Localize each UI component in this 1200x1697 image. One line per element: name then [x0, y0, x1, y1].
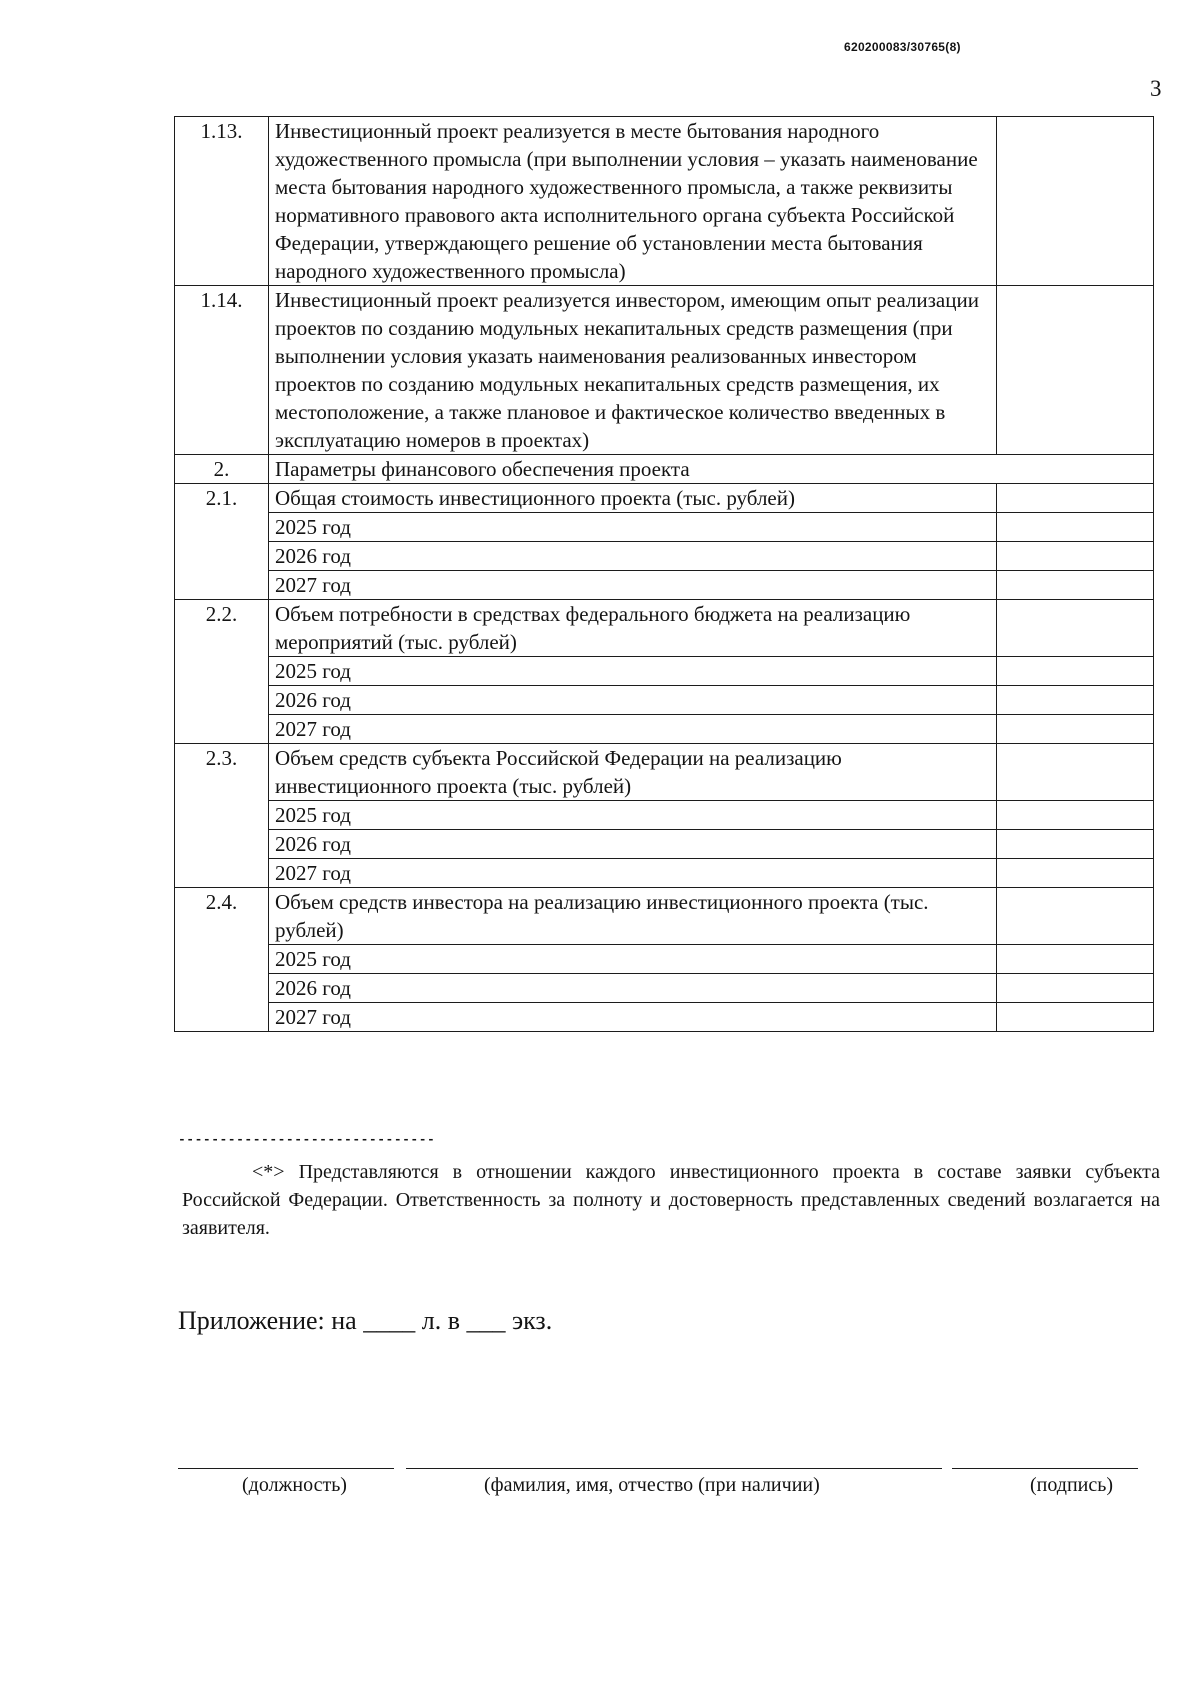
page-number: 3 [1150, 76, 1162, 101]
value-cell[interactable] [997, 657, 1154, 686]
row-description: Объем потребности в средствах федерального бюджета на реализацию мероприятий (тыс. рублей) [269, 600, 997, 657]
project-parameters-table [174, 116, 1154, 1032]
appendix-line: Приложение: на ____ л. в ___ экз. [178, 1306, 553, 1335]
value-cell[interactable] [997, 1003, 1154, 1032]
footnote-text: <*> Представляются в отношении каждого инвестиционного проекта в составе заявки субъекта Российской Федерации. Ответственность за полноту и достоверность представленных сведений возлагается на заявителя. [182, 1161, 1160, 1239]
row-number: 2.4. [175, 888, 269, 945]
footnote-separator: ------------------------------- [178, 1132, 436, 1147]
year-row [175, 571, 1154, 600]
signature-line[interactable] [952, 1468, 1138, 1469]
value-cell[interactable] [997, 801, 1154, 830]
year-label: 2025 год [269, 657, 997, 686]
year-row [175, 657, 1154, 686]
row-number: 1.13. [175, 117, 269, 286]
value-cell[interactable] [997, 945, 1154, 974]
year-label: 2025 год [269, 945, 997, 974]
year-row [175, 686, 1154, 715]
table-row [175, 484, 1154, 513]
year-label: 2026 год [269, 686, 997, 715]
year-row [175, 1003, 1154, 1032]
table-row [175, 744, 1154, 801]
value-cell[interactable] [997, 974, 1154, 1003]
table-row [175, 600, 1154, 657]
row-number: 2. [175, 455, 269, 484]
full-name-label: (фамилия, имя, отчество (при наличии) [484, 1474, 820, 1496]
table-row [175, 117, 1154, 286]
value-cell[interactable] [997, 715, 1154, 744]
row-number: 2.2. [175, 600, 269, 657]
year-row [175, 859, 1154, 888]
value-cell[interactable] [997, 686, 1154, 715]
year-row [175, 974, 1154, 1003]
year-label: 2027 год [269, 1003, 997, 1032]
table-row [175, 455, 1154, 484]
year-row [175, 715, 1154, 744]
value-cell[interactable] [997, 571, 1154, 600]
row-description: Общая стоимость инвестиционного проекта (тыс. рублей) [269, 484, 997, 513]
document-id: 620200083/30765(8) [844, 40, 961, 54]
row-number: 1.14. [175, 286, 269, 455]
year-label: 2027 год [269, 715, 997, 744]
year-row [175, 830, 1154, 859]
signature-label: (подпись) [1030, 1474, 1114, 1496]
row-description: Объем средств инвестора на реализацию инвестиционного проекта (тыс. рублей) [269, 888, 997, 945]
row-number: 2.1. [175, 484, 269, 513]
year-label: 2026 год [269, 974, 997, 1003]
year-label: 2025 год [269, 513, 997, 542]
name-signature-line[interactable] [406, 1468, 942, 1469]
position-label: (должность) [242, 1474, 347, 1496]
year-row [175, 945, 1154, 974]
year-label: 2026 год [269, 542, 997, 571]
value-cell[interactable] [997, 484, 1154, 513]
row-description: Инвестиционный проект реализуется инвестором, имеющим опыт реализации проектов по созданию модульных некапитальных средств размещения (при выполнении условия указать наименования реализованных инвестором проектов по созданию модульных некапитальных средств размещения, их местоположение, а также плановое и фактическое количество введенных в эксплуатацию номеров в проектах) [269, 286, 997, 455]
value-cell[interactable] [997, 286, 1154, 455]
row-description: Объем средств субъекта Российской Федерации на реализацию инвестиционного проекта (тыс. рублей) [269, 744, 997, 801]
year-row [175, 513, 1154, 542]
year-label: 2027 год [269, 859, 997, 888]
value-cell[interactable] [997, 888, 1154, 945]
value-cell[interactable] [997, 600, 1154, 657]
year-row [175, 542, 1154, 571]
row-number: 2.3. [175, 744, 269, 801]
value-cell[interactable] [997, 859, 1154, 888]
year-label: 2027 год [269, 571, 997, 600]
table-row [175, 286, 1154, 455]
position-signature-line[interactable] [178, 1468, 394, 1469]
value-cell[interactable] [997, 117, 1154, 286]
value-cell[interactable] [997, 744, 1154, 801]
value-cell[interactable] [997, 830, 1154, 859]
value-cell[interactable] [997, 513, 1154, 542]
value-cell[interactable] [997, 542, 1154, 571]
year-label: 2026 год [269, 830, 997, 859]
table-row [175, 888, 1154, 945]
year-label: 2025 год [269, 801, 997, 830]
row-description: Инвестиционный проект реализуется в месте бытования народного художественного промысла (при выполнении условия – указать наименование места бытования народного художественного промысла, а также реквизиты нормативного правового акта исполнительного органа субъекта Российской Федерации, утверждающего решение об установлении места бытования народного художественного промысла) [269, 117, 997, 286]
year-row [175, 801, 1154, 830]
section-heading: Параметры финансового обеспечения проекта [269, 455, 1154, 484]
